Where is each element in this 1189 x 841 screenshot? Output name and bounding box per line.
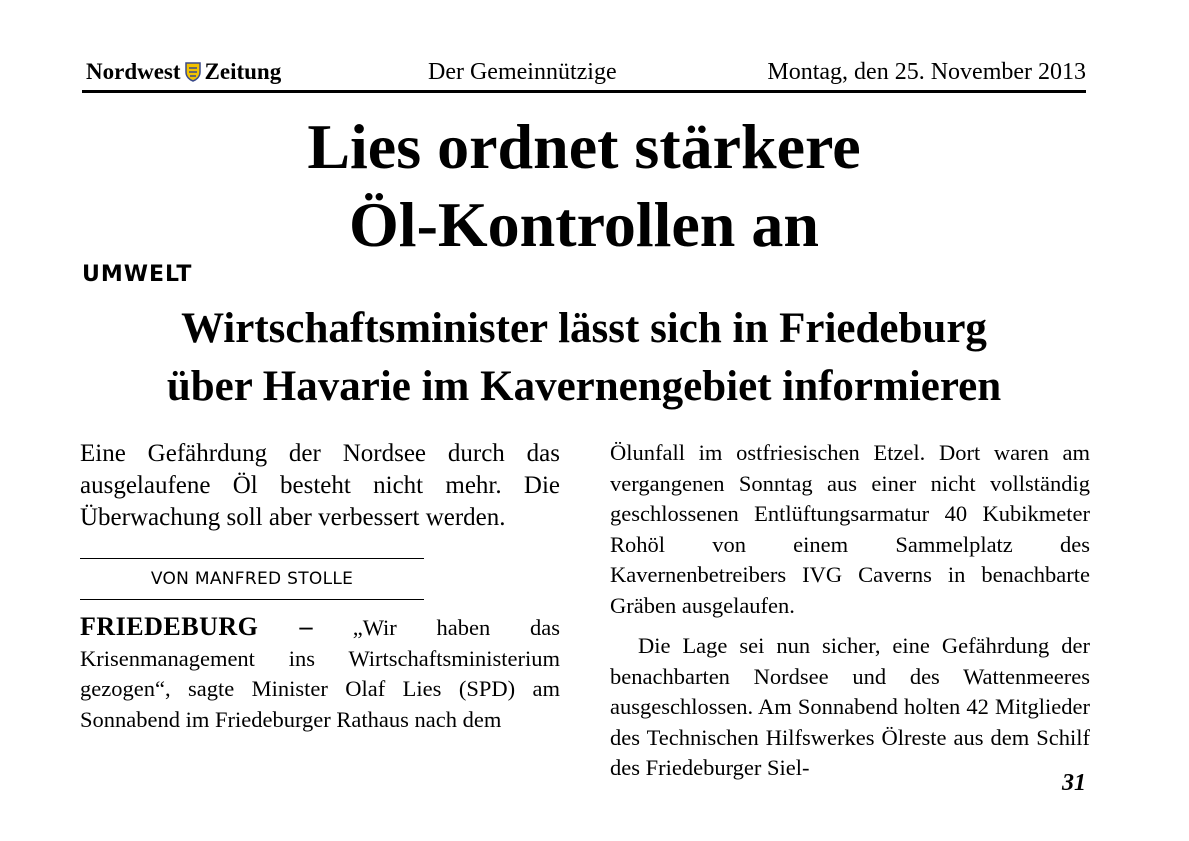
paper-name-right: Zeitung [204,59,282,84]
section-title: Der Gemeinnützige [428,59,617,85]
subhead-line-1: Wirtschaftsminister lässt sich in Friedeburg [181,305,987,352]
lead-text: „Wir haben das Krisenmanagement ins Wirtschaftsministerium gezogen“, sagte Minister Olaf Lies (SPD) am Sonnabend im Friedeburger Rathaus nach dem [80,615,561,732]
dateline: FRIEDEBURG – [80,612,313,641]
headline-line-2: Öl-Kontrollen an [349,189,819,260]
headline-line-1: Lies ordnet stärkere [307,111,861,182]
masthead [82,58,1086,93]
headline [82,108,1086,264]
byline: VON MANFRED STOLLE [150,569,354,589]
paper-name [86,59,281,85]
kicker: UMWELT [82,262,193,287]
article-column-left [80,438,560,735]
article-column-right [610,438,1090,784]
byline-block [80,558,424,600]
paper-name-left: Nordwest [86,59,181,84]
subhead-line-2: über Havarie im Kavernengebiet informieren [166,363,1002,410]
subheadline [82,300,1086,416]
teaser: Eine Gefährdung der Nordsee durch das ausgelaufene Öl besteht nicht mehr. Die Überwachung soll aber verbessert werden. [80,440,560,531]
body-paragraph-1: Ölunfall im ostfriesischen Etzel. Dort waren am vergangenen Sonntag aus einer nicht vollständig geschlossenen Entlüftungsarmatur 40 Kubikmeter Rohöl von einem Sammelplatz des Kavernenbetreibers IVG Caverns in benachbarte Gräben ausgelaufen. [610,440,1090,618]
crest-icon [185,62,201,82]
page-number: 31 [1062,770,1086,796]
issue-date: Montag, den 25. November 2013 [767,59,1086,85]
body-paragraph-2: Die Lage sei nun sicher, eine Gefährdung der benachbarten Nordsee und des Wattenmeeres ausgeschlossen. Am Sonnabend holten 42 Mitglieder des Technischen Hilfswerkes Ölreste aus dem Schilf des Friedeburger Siel- [610,633,1090,780]
lead-paragraph [80,612,560,735]
